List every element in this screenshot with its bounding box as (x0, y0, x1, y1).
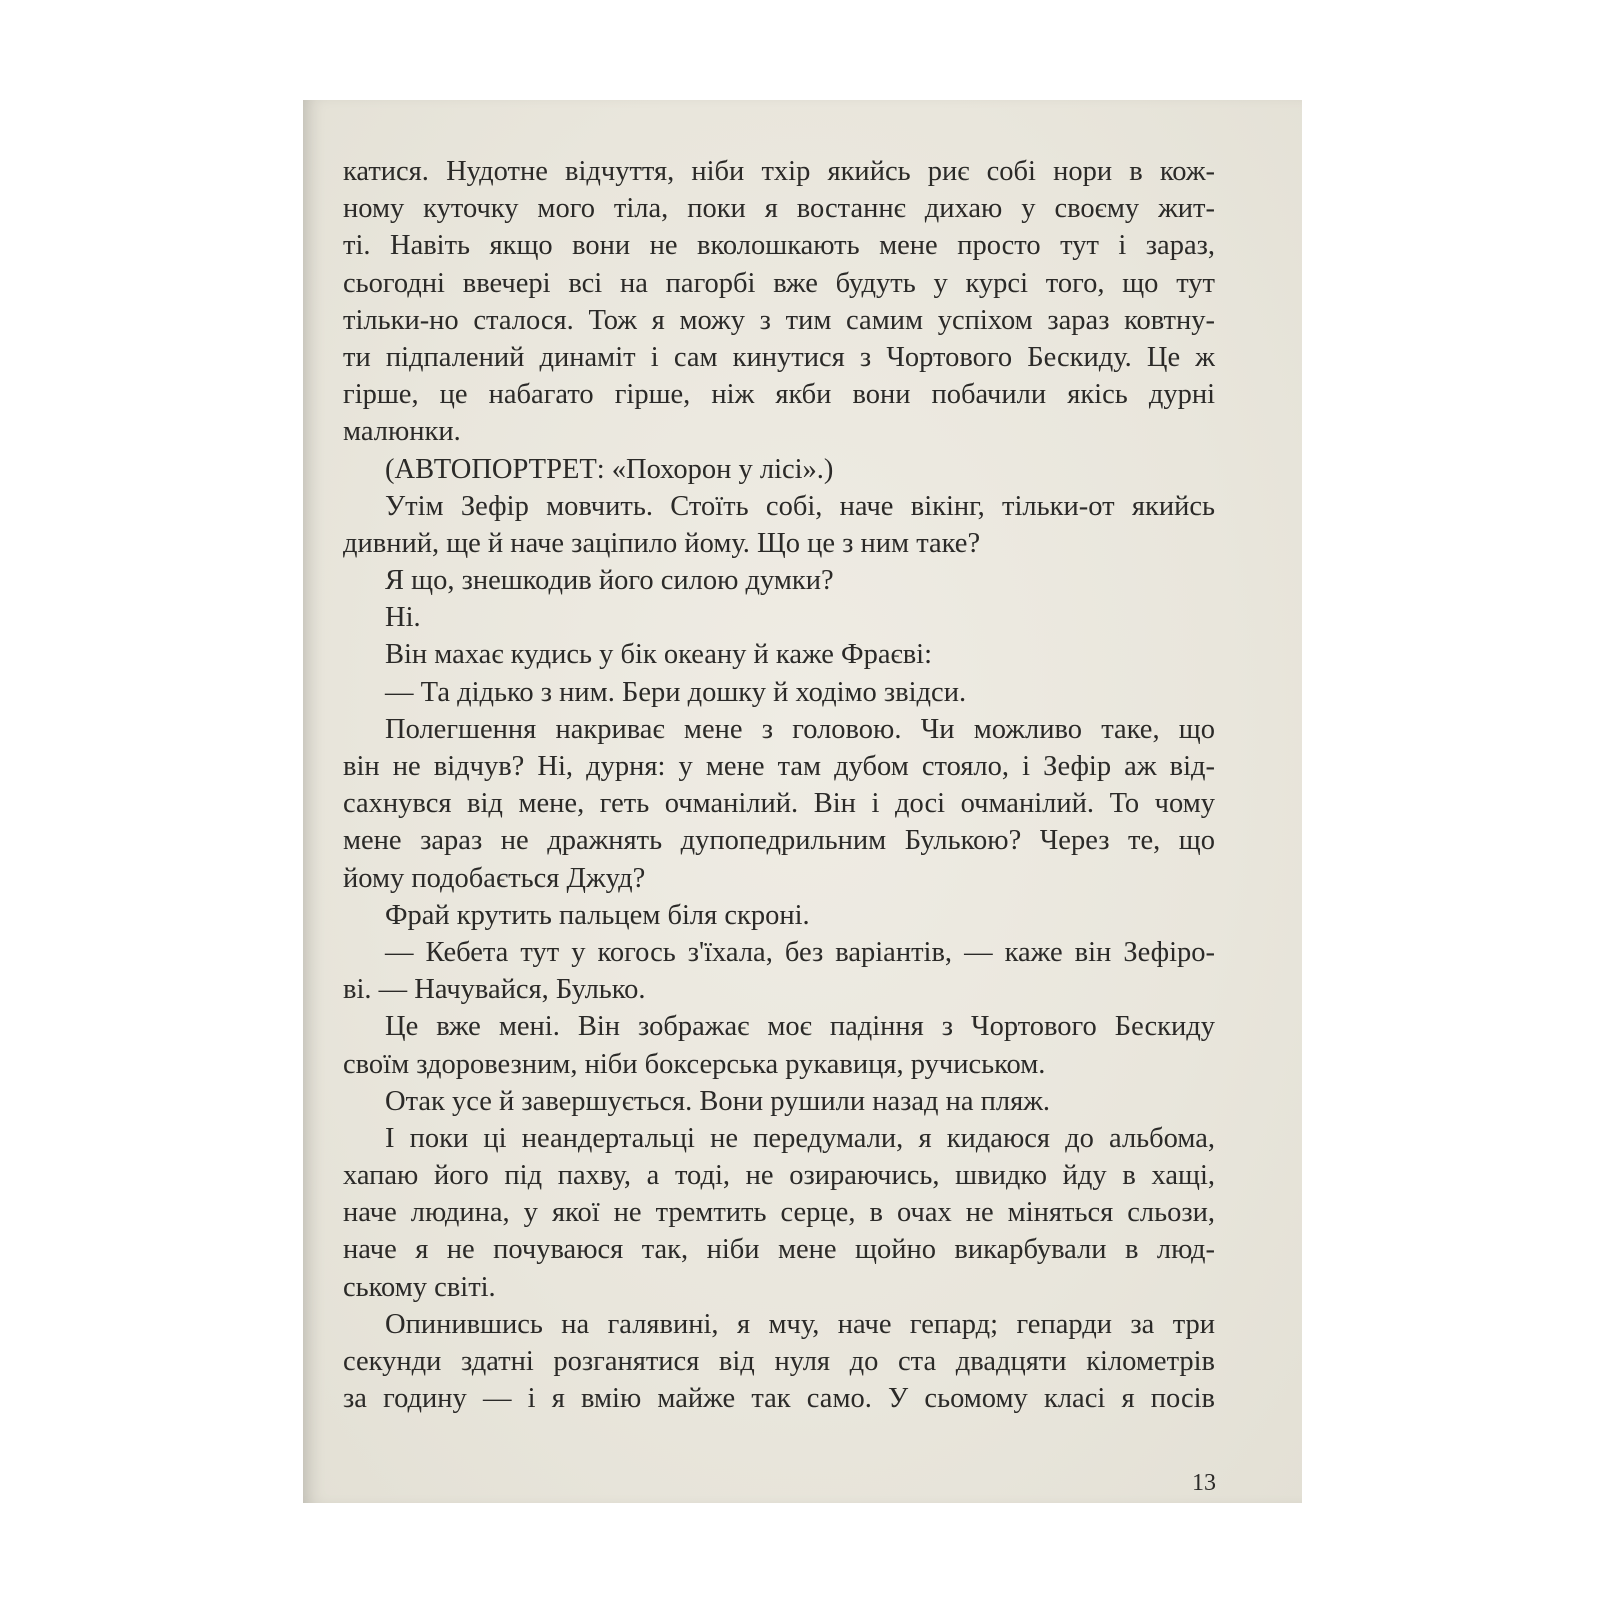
text-line: ному куточку мого тіла, поки я востаннє дихаю у своєму жит- (343, 193, 1215, 225)
text-line: тільки-но сталося. Тож я можу з тим самим успіхом зараз ковтну- (343, 304, 1215, 336)
text-line: ському світі. (343, 1271, 496, 1303)
text-line: Це вже мені. Він зображає моє падіння з Чортового Бескиду (385, 1011, 1215, 1043)
text-line: ті. Навіть якщо вони не вколошкають мене просто тут і зараз, (343, 230, 1215, 262)
text-line: (АВТОПОРТРЕТ: «Похорон у лісі».) (385, 453, 834, 485)
text-line: ві. — Начувайся, Булько. (343, 974, 646, 1006)
text-line: Опинившись на галявині, я мчу, наче гепард; гепарди за три (385, 1308, 1215, 1340)
text-line: хапаю його під пахву, а тоді, не озираючись, швидко йду в хащі, (343, 1160, 1215, 1192)
text-line: Фрай крутить пальцем біля скроні. (385, 899, 810, 931)
text-line: сьогодні ввечері всі на пагорбі вже будуть у курсі того, що тут (343, 267, 1215, 299)
text-line: сахнувся від мене, геть очманілий. Він і досі очманілий. То чому (343, 788, 1215, 820)
text-line: Полегшення накриває мене з головою. Чи можливо таке, що (385, 713, 1215, 745)
text-line: Я що, знешкодив його силою думки? (385, 565, 834, 597)
text-line: малюнки. (343, 416, 461, 448)
text-line: секунди здатні розганятися від нуля до ста двадцяти кілометрів (343, 1346, 1215, 1377)
page-number: 13 (1192, 1470, 1216, 1496)
text-line: дивний, ще й наче заціпило йому. Що це з ним таке? (343, 527, 981, 559)
text-line: мене зараз не дражнять дупопедрильним Булькою? Через те, що (343, 825, 1215, 857)
text-line: — Кебета тут у когось з'їхала, без варіантів, — каже він Зефіро- (385, 936, 1215, 968)
text-line: Він махає кудись у бік океану й каже Фраєві: (385, 639, 932, 671)
text-line: гірше, це набагато гірше, ніж якби вони побачили якісь дурні (343, 379, 1215, 411)
text-line: Ні. (385, 602, 421, 634)
book-page (303, 100, 1302, 1503)
text-line: ти підпалений динаміт і сам кинутися з Чортового Бескиду. Це ж (343, 341, 1215, 373)
text-line: Отак усе й завершується. Вони рушили назад на пляж. (385, 1085, 1051, 1117)
text-line: наче людина, у якої не тремтить серце, в очах не міняться сльози, (343, 1197, 1215, 1229)
text-line: І поки ці неандертальці не передумали, я кидаюся до альбома, (385, 1122, 1215, 1154)
text-line: за годину — і я вмію майже так само. У сьомому класі я посів (343, 1383, 1215, 1415)
text-line: він не відчув? Ні, дурня: у мене там дубом стояло, і Зефір аж від- (343, 751, 1215, 782)
text-line: катися. Нудотне відчуття, ніби тхір якийсь риє собі нори в кож- (343, 156, 1215, 187)
text-line: наче я не почуваюся так, ніби мене щойно викарбували в люд- (343, 1234, 1215, 1266)
text-line: Утім Зефір мовчить. Стоїть собі, наче вікінг, тільки-от якийсь (385, 490, 1215, 522)
text-line: — Та дідько з ним. Бери дошку й ходімо звідси. (385, 676, 967, 708)
body-text (343, 153, 1215, 1417)
text-line: своїм здоровезним, ніби боксерська рукавиця, ручиськом. (343, 1048, 1046, 1080)
text-line: йому подобається Джуд? (343, 862, 646, 894)
